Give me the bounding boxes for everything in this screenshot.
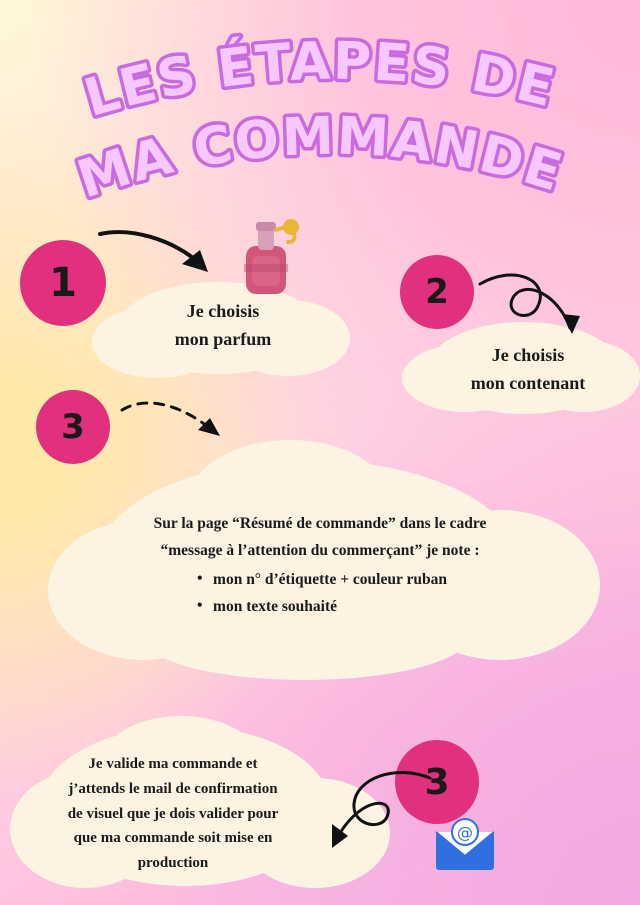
step-1-badge: 1 xyxy=(20,240,106,326)
step-1-line-2: mon parfum xyxy=(174,328,272,349)
list-item: • mon texte souhaité xyxy=(193,593,447,620)
step-1-text xyxy=(118,298,328,354)
step-2-line-1: Je choisis xyxy=(491,345,565,365)
step-3-bullet-list xyxy=(193,566,447,620)
arrow-step-3-icon xyxy=(118,392,238,452)
step-4-line-1: Je valide ma commande et xyxy=(88,756,258,772)
step-3-badge: 3 xyxy=(36,390,110,464)
step-4-text xyxy=(28,752,318,876)
email-envelope-icon xyxy=(432,818,498,874)
poster-title xyxy=(0,18,640,218)
step-4-line-4: que ma commande soit mise en xyxy=(73,830,273,847)
step-2-badge: 2 xyxy=(400,255,474,329)
step-3-intro-line-1: Sur la page “Résumé de commande” dans le cadre xyxy=(153,515,487,532)
poster-title-line-2: MA COMMANDE xyxy=(70,106,571,211)
step-4-line-5: production xyxy=(137,855,209,871)
poster-title-line-1: LES ÉTAPES DE xyxy=(78,31,562,130)
step-4-badge: 3 xyxy=(395,740,479,824)
step-2-text xyxy=(424,342,632,398)
step-2-line-2: mon contenant xyxy=(470,372,586,393)
list-item: • mon n° d’étiquette + couleur ruban xyxy=(193,566,447,593)
svg-text:@: @ xyxy=(457,823,473,842)
step-3-intro-line-2: “message à l’attention du commerçant” je note : xyxy=(160,542,480,560)
step-4-line-2: j’attends le mail de confirmation xyxy=(68,780,278,797)
perfume-bottle-icon xyxy=(228,212,304,304)
step-3-text xyxy=(95,510,545,621)
step-4-line-3: de visuel que je dois valider pour xyxy=(67,805,279,822)
step-1-line-1: Je choisis xyxy=(186,301,260,321)
arrow-step-1-icon xyxy=(96,228,226,290)
